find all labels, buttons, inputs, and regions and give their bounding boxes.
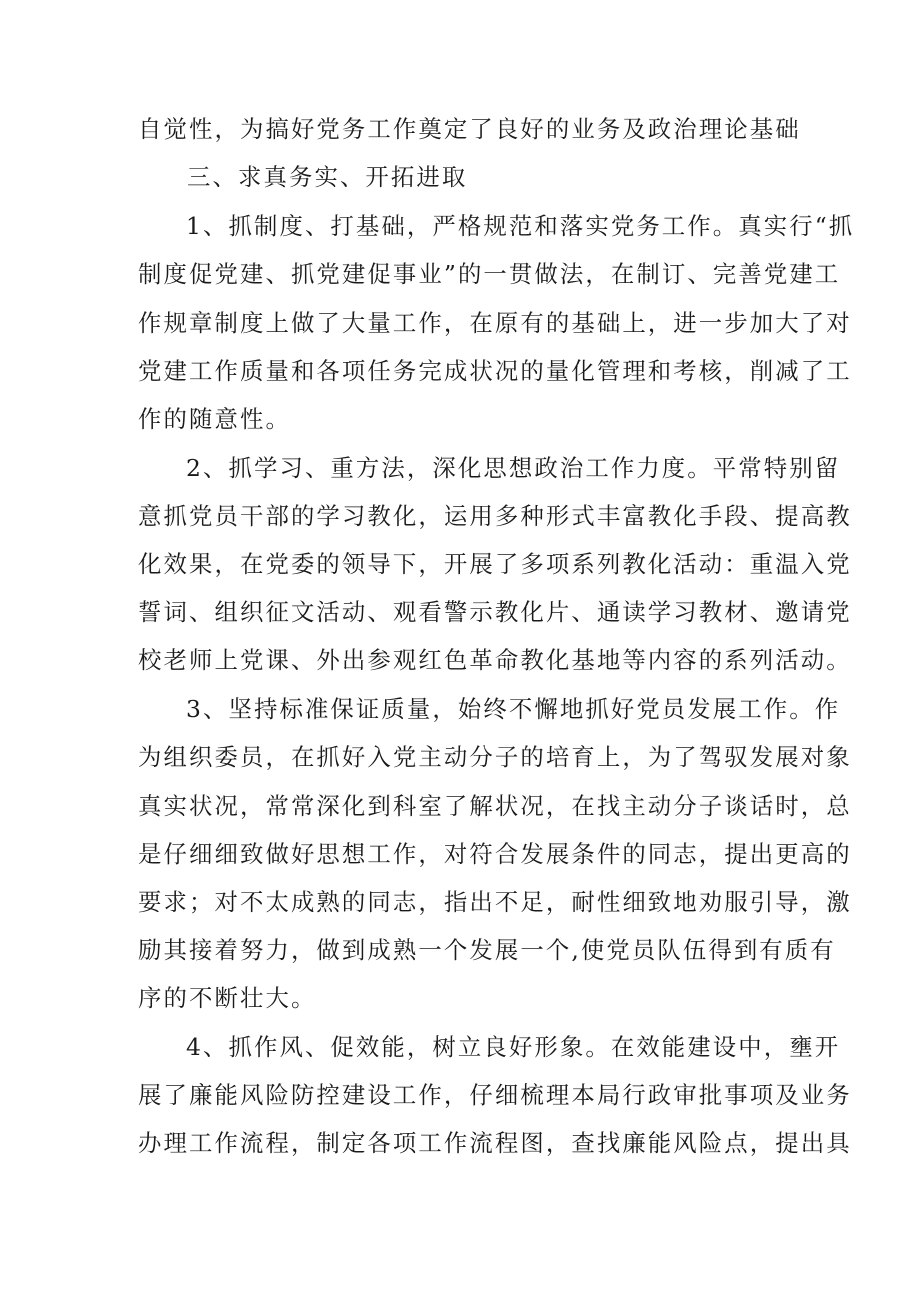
paragraph-line: 为组织委员，在抓好入党主动分子的培育上，为了驾驭发展对象 bbox=[138, 743, 852, 771]
paragraph-line: 要求；对不太成熟的同志，指出不足，耐性细致地劝服引导，激 bbox=[138, 888, 852, 916]
paragraph-line: 序的不断壮大。 bbox=[138, 984, 317, 1012]
intro-tail-line: 自觉性，为搞好党务工作奠定了良好的业务及政治理论基础 bbox=[138, 115, 801, 143]
paragraph-line: 意抓党员干部的学习教化，运用多种形式丰富教化手段、提高教 bbox=[138, 502, 852, 530]
paragraph-line: 作规章制度上做了大量工作，在原有的基础上，进一步加大了对 bbox=[138, 309, 852, 337]
paragraph-line: 党建工作质量和各项任务完成状况的量化管理和考核，削减了工 bbox=[138, 357, 852, 385]
paragraph-line: 制度促党建、抓党建促事业”的一贯做法，在制订、完善党建工 bbox=[138, 260, 841, 288]
section-heading: 三、求真务实、开拓进取 bbox=[187, 163, 468, 191]
paragraph-line: 3、坚持标准保证质量，始终不懈地抓好党员发展工作。作 bbox=[186, 695, 841, 723]
paragraph-line: 1、抓制度、打基础，严格规范和落实党务工作。真实行“抓 bbox=[186, 212, 855, 240]
paragraph-line: 作的随意性。 bbox=[138, 405, 291, 433]
paragraph-line: 励其接着努力，做到成熟一个发展一个,使党员队伍得到有质有 bbox=[138, 936, 836, 964]
paragraph-line: 校老师上党课、外出参观红色革命教化基地等内容的系列活动。 bbox=[138, 646, 852, 674]
paragraph-line: 4、抓作风、促效能，树立良好形象。在效能建设中，壅开 bbox=[186, 1033, 841, 1061]
paragraph-line: 真实状况，常常深化到科室了解状况，在找主动分子谈话时，总 bbox=[138, 792, 852, 820]
paragraph-line: 2、抓学习、重方法，深化思想政治工作力度。平常特别留 bbox=[186, 454, 841, 482]
paragraph-line: 是仔细细致做好思想工作，对符合发展条件的同志，提出更高的 bbox=[138, 840, 852, 868]
paragraph-line: 誓词、组织征文活动、观看警示教化片、通读学习教材、邀请党 bbox=[138, 598, 852, 626]
paragraph-line: 展了廉能风险防控建设工作，仔细梳理本局行政审批事项及业务 bbox=[138, 1081, 852, 1109]
paragraph-line: 化效果，在党委的领导下，开展了多项系列教化活动：重温入党 bbox=[138, 550, 852, 578]
paragraph-line: 办理工作流程，制定各项工作流程图，查找廉能风险点，提出具 bbox=[138, 1129, 852, 1157]
